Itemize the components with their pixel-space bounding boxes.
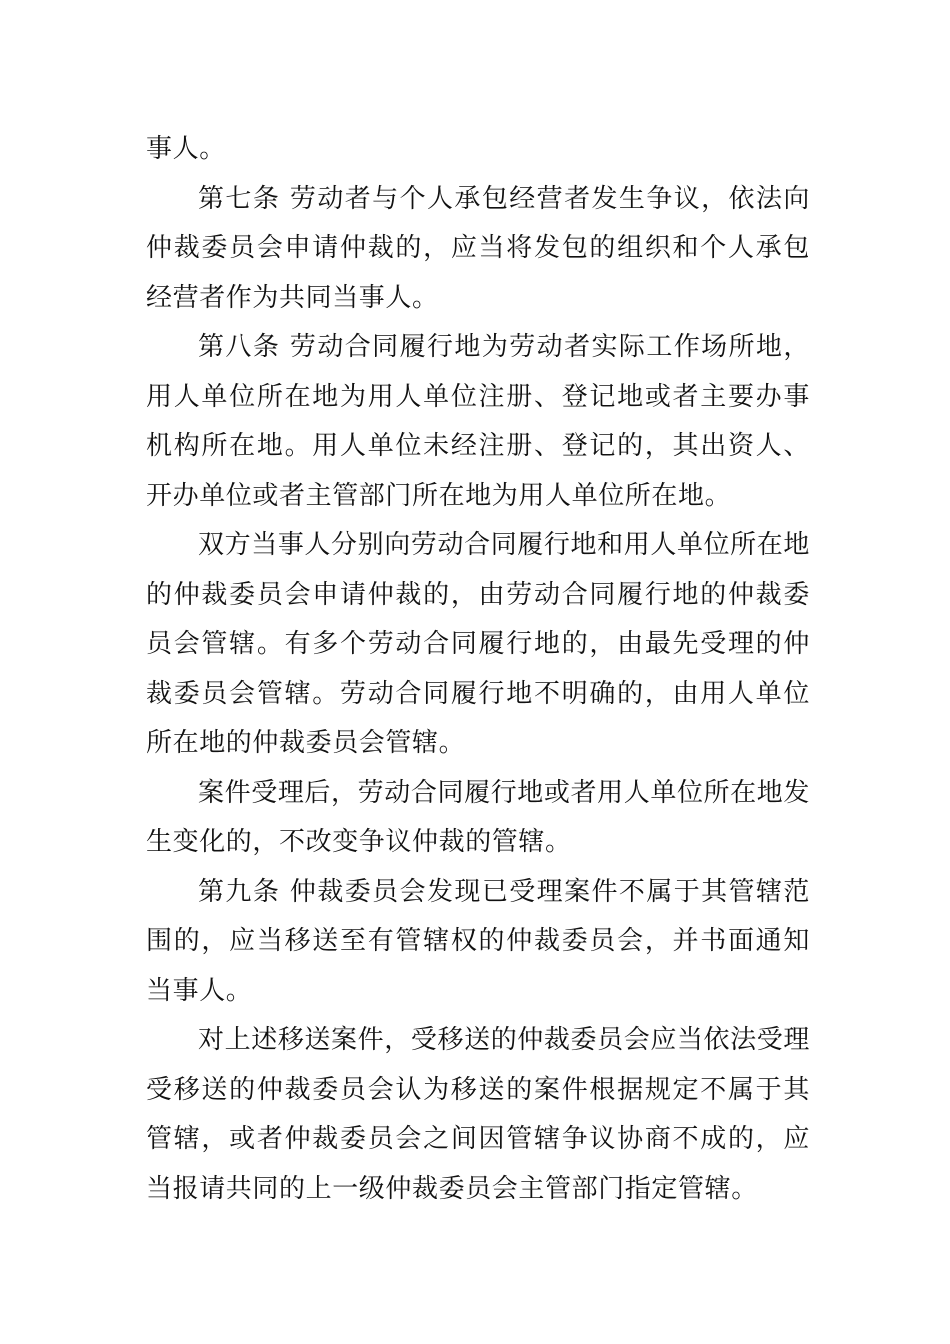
paragraph-article-8-change: 案件受理后，劳动合同履行地或者用人单位所在地发生变化的，不改变争议仲裁的管辖。 (146, 777, 810, 857)
paragraph-article-7: 第七条 劳动者与个人承包经营者发生争议，依法向仲裁委员会申请仲裁的，应当将发包的组织和个人承包经营者作为共同当事人。 (146, 183, 810, 313)
paragraph-article-9: 第九条 仲裁委员会发现已受理案件不属于其管辖范围的，应当移送至有管辖权的仲裁委员会，并书面通知当事人。 (146, 876, 810, 1006)
document-body (146, 125, 810, 1214)
paragraph-article-8: 第八条 劳动合同履行地为劳动者实际工作场所地，用人单位所在地为用人单位注册、登记地或者主要办事机构所在地。用人单位未经注册、登记的，其出资人、开办单位或者主管部门所在地为用人单位所在地。 (146, 332, 810, 511)
paragraph-article-9-transfer: 对上述移送案件，受移送的仲裁委员会应当依法受理受移送的仲裁委员会认为移送的案件根据规定不属于其管辖，或者仲裁委员会之间因管辖争议协商不成的，应当报请共同的上一级仲裁委员会主管部门指定管辖。 (146, 1025, 810, 1204)
paragraph-article-8-jurisdiction: 双方当事人分别向劳动合同履行地和用人单位所在地的仲裁委员会申请仲裁的，由劳动合同履行地的仲裁委员会管辖。有多个劳动合同履行地的，由最先受理的仲裁委员会管辖。劳动合同履行地不明确的，由用人单位所在地的仲裁委员会管辖。 (146, 530, 810, 758)
paragraph-continuation: 事人。 (146, 134, 226, 164)
